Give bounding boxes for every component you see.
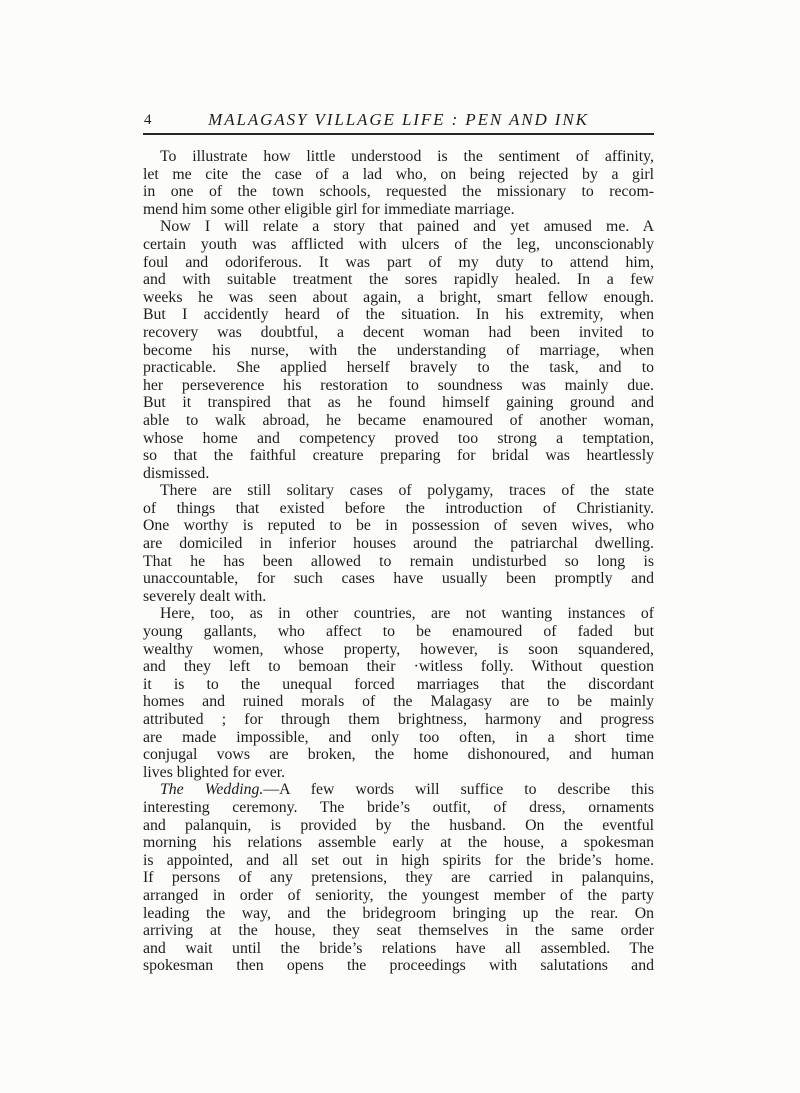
running-header-title: MALAGASY VILLAGE LIFE : PEN AND INK <box>208 110 589 129</box>
text-line: severely dealt with. <box>143 587 267 605</box>
text-line: whose home and competency proved too strong a temptation, <box>143 429 654 447</box>
text-line: and wait until the bride’s relations have all assembled. The <box>143 939 654 957</box>
text-line: in one of the town schools, requested the missionary to recom- <box>143 183 654 201</box>
text-line: practicable. She applied herself bravely to the task, and to <box>143 359 654 377</box>
text-line: homes and ruined morals of the Malagasy are to be mainly <box>143 693 654 711</box>
text-line: Now I will relate a story that pained and yet amused me. A <box>160 218 654 236</box>
text-line: That he has been allowed to remain undisturbed so long is <box>143 552 654 570</box>
text-line: weeks he was seen about again, a bright, smart fellow enough. <box>143 288 654 306</box>
text-line: The Wedding.—A few words will suffice to describe this <box>160 781 654 799</box>
text-line: lives blighted for ever. <box>143 763 286 781</box>
text-line: it is to the unequal forced marriages that the discordant <box>143 675 654 693</box>
text-line: become his nurse, with the understanding of marriage, when <box>143 341 654 359</box>
text-line: spokesman then opens the proceedings with salutations and <box>143 957 654 975</box>
text-line: able to walk abroad, he became enamoured of another woman, <box>143 411 654 429</box>
text-line: But it transpired that as he found himself gaining ground and <box>143 394 654 412</box>
text-line: certain youth was afflicted with ulcers of the leg, unconscionably <box>143 235 654 253</box>
text-line: leading the way, and the bridegroom bringing up the rear. On <box>143 904 654 922</box>
text-line: are made impossible, and only too often, in a short time <box>143 728 654 746</box>
text-line: wealthy women, whose property, however, is soon squandered, <box>143 640 654 658</box>
text-line: let me cite the case of a lad who, on being rejected by a girl <box>143 165 654 183</box>
text-line: conjugal vows are broken, the home dishonoured, and human <box>143 746 654 764</box>
header-rule <box>143 133 654 135</box>
text-line: her perseverence his restoration to soundness was mainly due. <box>143 376 654 394</box>
book-page <box>143 109 654 975</box>
text-line: and with suitable treatment the sores rapidly healed. In a few <box>143 271 654 289</box>
text-line: There are still solitary cases of polygamy, traces of the state <box>160 482 654 500</box>
text-line: unaccountable, for such cases have usually been promptly and <box>143 570 654 588</box>
page-paragraphs <box>143 148 654 975</box>
page-number: 4 <box>144 112 153 128</box>
text-line: foul and odoriferous. It was part of my duty to attend him, <box>143 253 654 271</box>
text-line: arranged in order of seniority, the youngest member of the party <box>143 886 654 904</box>
running-header <box>143 109 654 130</box>
paragraph-lead-italic: The Wedding. <box>160 781 264 799</box>
text-line: young gallants, who affect to be enamoured of faded but <box>143 623 654 641</box>
text-line: arriving at the house, they seat themselves in the same order <box>143 922 654 940</box>
text-line: Here, too, as in other countries, are not wanting instances of <box>160 605 654 623</box>
text-line: recovery was doubtful, a decent woman had been invited to <box>143 323 654 341</box>
text-line: so that the faithful creature preparing for bridal was heartlessly <box>143 447 654 465</box>
text-line: dismissed. <box>143 464 210 482</box>
text-line: is appointed, and all set out in high spirits for the bride’s home. <box>143 851 654 869</box>
text-line: are domiciled in inferior houses around the patriarchal dwelling. <box>143 535 654 553</box>
text-line: interesting ceremony. The bride’s outfit, of dress, ornaments <box>143 798 654 816</box>
text-line: morning his relations assemble early at the house, a spokesman <box>143 834 654 852</box>
text-line: mend him some other eligible girl for immediate marriage. <box>143 200 515 218</box>
text-line: One worthy is reputed to be in possession of seven wives, who <box>143 517 654 535</box>
text-line: and palanquin, is provided by the husband. On the eventful <box>143 816 654 834</box>
text-line: But I accidently heard of the situation. In his extremity, when <box>143 306 654 324</box>
text-line: of things that existed before the introduction of Christianity. <box>143 499 654 517</box>
text-line: attributed ; for through them brightness, harmony and progress <box>143 711 654 728</box>
text-line: To illustrate how little understood is the sentiment of affinity, <box>160 148 654 165</box>
text-line: and they left to bemoan their ·witless folly. Without question <box>143 658 654 676</box>
text-line: If persons of any pretensions, they are carried in palanquins, <box>143 869 654 887</box>
